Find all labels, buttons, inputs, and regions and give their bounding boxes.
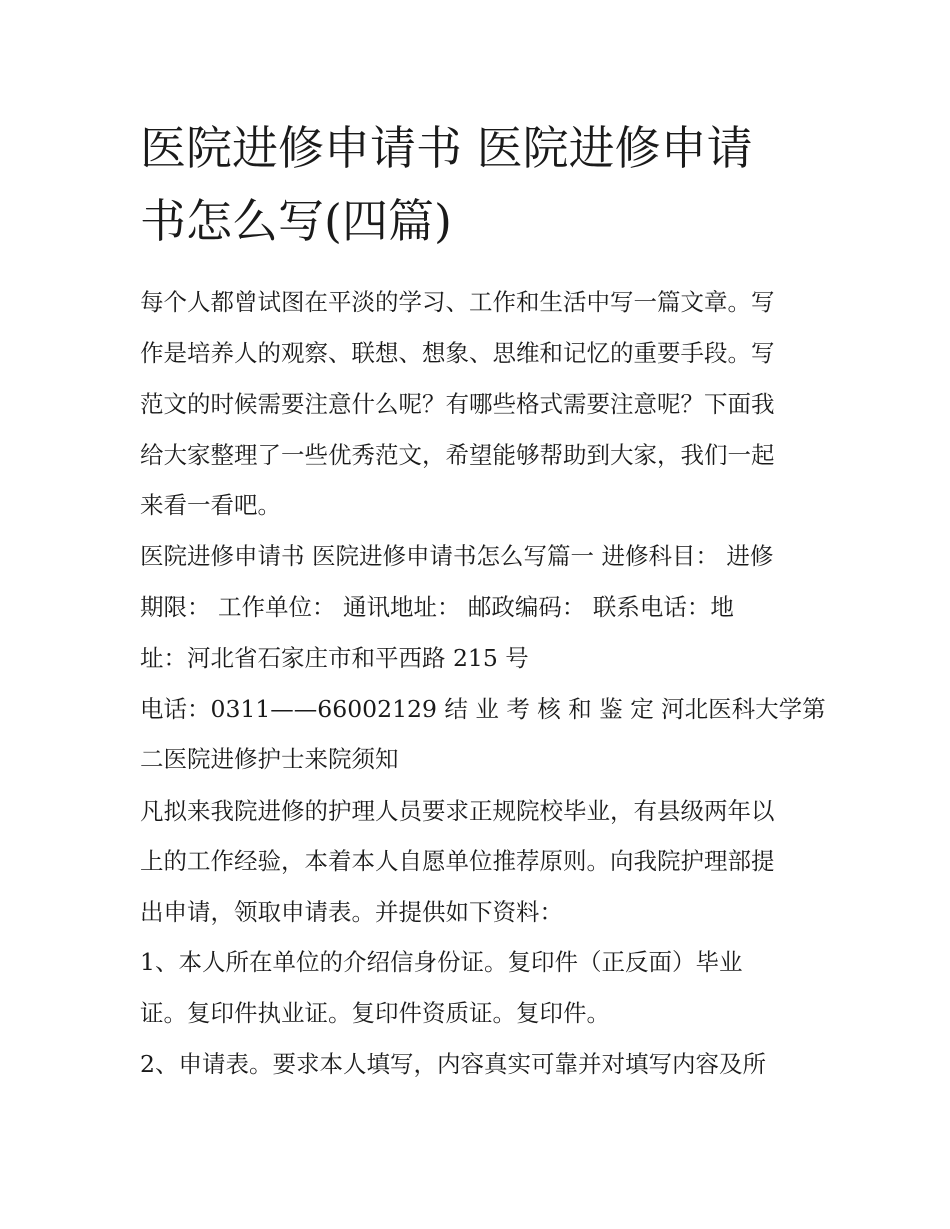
paragraph-line: 范文的时候需要注意什么呢？有哪些格式需要注意呢？下面我 xyxy=(140,390,775,418)
list-item-line: 证。复印件执业证。复印件资质证。复印件。 xyxy=(140,999,610,1027)
paragraph-line: 给大家整理了一些优秀范文，希望能够帮助到大家，我们一起 xyxy=(140,441,775,469)
paragraph-line: 电话：0311——66002129 结 业 考 核 和 鉴 定 河北医科大学第 xyxy=(140,695,826,723)
list-item-line: 1、本人所在单位的介绍信身份证。复印件（正反面）毕业 xyxy=(140,948,743,976)
paragraph-line: 出申请，领取申请表。并提供如下资料： xyxy=(140,898,563,926)
title-line-1: 医院进修申请书 医院进修申请 xyxy=(140,121,753,175)
document-title xyxy=(140,112,820,258)
list-item-line: 2、申请表。要求本人填写，内容真实可靠并对填写内容及所 xyxy=(140,1050,766,1078)
paragraph-line: 来看一看吧。 xyxy=(140,491,281,519)
title-line-2: 书怎么写(四篇) xyxy=(140,194,452,248)
paragraph-line: 期限： 工作单位： 通讯地址： 邮政编码： 联系电话：地 xyxy=(140,593,734,621)
paragraph-line: 医院进修申请书 医院进修申请书怎么写篇一 进修科目： 进修 xyxy=(140,542,774,570)
paragraph-line: 凡拟来我院进修的护理人员要求正规院校毕业，有县级两年以 xyxy=(140,797,775,825)
paragraph-line: 二医院进修护士来院须知 xyxy=(140,745,399,773)
paragraph-line: 址：河北省石家庄市和平西路 215 号 xyxy=(140,644,529,672)
paragraph-line: 上的工作经验，本着本人自愿单位推荐原则。向我院护理部提 xyxy=(140,847,775,875)
paragraph-line: 作是培养人的观察、联想、想象、思维和记忆的重要手段。写 xyxy=(140,339,775,367)
paragraph-line: 每个人都曾试图在平淡的学习、工作和生活中写一篇文章。写 xyxy=(140,288,775,316)
